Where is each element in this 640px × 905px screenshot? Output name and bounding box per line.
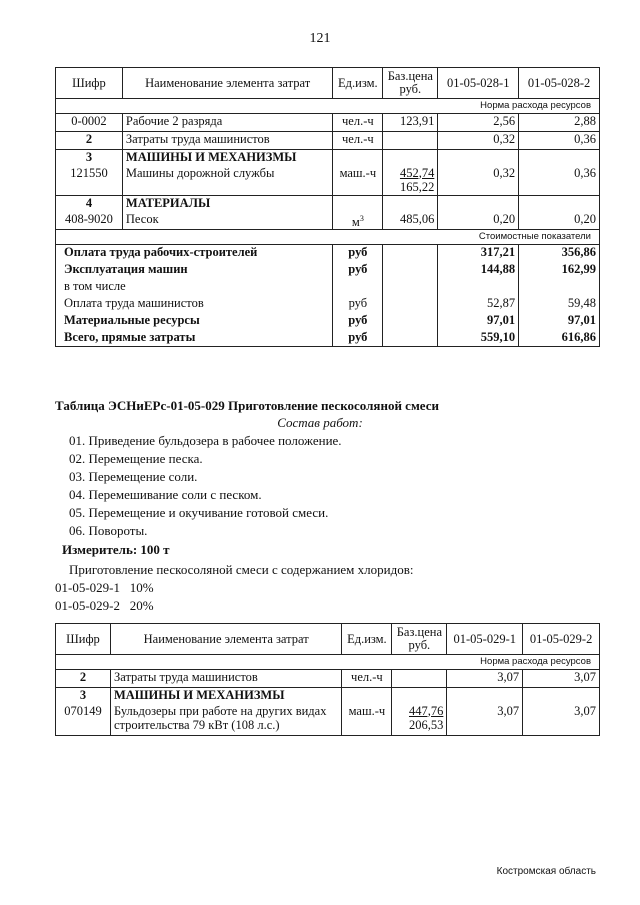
cost-value-a: 52,87 (438, 296, 519, 313)
row-value-a: 2,56 (438, 114, 519, 132)
base-price: 447,76 (408, 703, 444, 718)
col-name-header: Наименование элемента затрат (122, 68, 332, 99)
row-code: 121550 (56, 166, 123, 196)
cost-unit: руб (333, 262, 383, 279)
cost-row (56, 313, 600, 330)
cost-label: Стоимостные показатели (56, 230, 600, 245)
cost-name: Материальные ресурсы (56, 313, 333, 330)
cost-row (56, 279, 600, 296)
cost-name: Эксплуатация машин (56, 262, 333, 279)
cost-name: Всего, прямые затраты (56, 330, 333, 347)
cost-value-b: 162,99 (519, 262, 600, 279)
list-item: 04. Перемешивание соли с песком. (69, 487, 262, 502)
wage-price: 206,53 (408, 717, 444, 732)
row-value-b: 0,36 (519, 132, 600, 150)
row-name: МАШИНЫ И МЕХАНИЗМЫ (122, 150, 332, 166)
col-price-header: Баз.цена руб. (383, 68, 438, 99)
row-code: 4 (56, 196, 123, 212)
wage-price: 165,22 (399, 179, 435, 194)
row-code: 3 (56, 688, 111, 704)
row-value-b: 3,07 (523, 670, 600, 688)
norm-label: Норма расхода ресурсов (56, 655, 600, 670)
row-value-a: 0,32 (438, 132, 519, 150)
col-b-header: 01-05-029-2 (523, 624, 600, 655)
row-value-a: 3,07 (447, 670, 523, 688)
row-value-a: 3,07 (447, 704, 523, 736)
base-price: 452,74 (399, 165, 435, 180)
row-unit: маш.-ч (333, 166, 383, 196)
col-unit-header: Ед.изм. (333, 68, 383, 99)
row-name: Затраты труда машинистов (110, 670, 341, 688)
row-code: 070149 (56, 704, 111, 736)
row-name: Песок (122, 212, 332, 230)
row-unit: чел.-ч (333, 114, 383, 132)
row-value-b: 0,20 (519, 212, 600, 230)
cost-row (56, 245, 600, 262)
cost-name: Оплата труда рабочих-строителей (56, 245, 333, 262)
table-row (56, 688, 600, 704)
row-code: 2 (56, 132, 123, 150)
unit-superscript: 3 (359, 213, 364, 223)
col-code-header: Шифр (56, 624, 111, 655)
col-price-header: Баз.цена руб. (392, 624, 447, 655)
table-row (56, 150, 600, 166)
col-a-header: 01-05-029-1 (447, 624, 523, 655)
cost-unit: руб (333, 245, 383, 262)
list-item: 01. Приведение бульдозера в рабочее положение. (69, 433, 342, 448)
section-title: Таблица ЭСНиЕРс-01-05-029 Приготовление пескосоляной смеси (55, 398, 439, 413)
row-unit: чел.-ч (342, 670, 392, 688)
row-name: Бульдозеры при работе на других видах строительства 79 кВт (108 л.с.) (110, 704, 341, 736)
cost-row (56, 296, 600, 313)
row-value-b: 0,36 (519, 166, 600, 196)
norm-label: Норма расхода ресурсов (56, 99, 600, 114)
row-name: Машины дорожной службы (122, 166, 332, 196)
col-a-header: 01-05-028-1 (438, 68, 519, 99)
table-row (56, 132, 600, 150)
cost-unit: руб (333, 313, 383, 330)
row-name: МАТЕРИАЛЫ (122, 196, 332, 212)
table-row (56, 114, 600, 132)
table-header (56, 624, 600, 655)
footer-region: Костромская область (496, 866, 596, 877)
cost-name: в том числе (56, 279, 333, 296)
row-name: Затраты труда машинистов (122, 132, 332, 150)
row-code: 2 (56, 670, 111, 688)
col-b-header: 01-05-028-2 (519, 68, 600, 99)
variant-2: 01-05-029-2 20% (55, 598, 154, 613)
cost-value-b: 97,01 (519, 313, 600, 330)
row-unit: м (351, 214, 360, 229)
row-value-b: 3,07 (523, 704, 600, 736)
row-code: 3 (56, 150, 123, 166)
cost-unit: руб (333, 330, 383, 347)
row-code: 408-9020 (56, 212, 123, 230)
cost-value-b: 59,48 (519, 296, 600, 313)
cost-value-a: 317,21 (438, 245, 519, 262)
row-name: Рабочие 2 разряда (122, 114, 332, 132)
resource-table-028 (55, 67, 600, 347)
row-price: 485,06 (383, 212, 438, 230)
cost-value-b: 616,86 (519, 330, 600, 347)
resource-table-029 (55, 623, 600, 736)
table-row (56, 166, 600, 196)
table-row (56, 670, 600, 688)
col-code-header: Шифр (56, 68, 123, 99)
cost-row (56, 330, 600, 347)
mix-description: Приготовление пескосоляной смеси с содержанием хлоридов: (69, 562, 414, 577)
cost-name: Оплата труда машинистов (56, 296, 333, 313)
cost-value-b: 356,86 (519, 245, 600, 262)
variant-1: 01-05-029-1 10% (55, 580, 154, 595)
row-value-a: 0,32 (438, 166, 519, 196)
row-code: 0-0002 (56, 114, 123, 132)
table-header (56, 68, 600, 99)
row-unit: маш.-ч (342, 704, 392, 736)
table-row (56, 704, 600, 736)
cost-unit: руб (333, 296, 383, 313)
section-subtitle: Состав работ: (277, 415, 363, 430)
list-item: 03. Перемещение соли. (69, 469, 198, 484)
meter-label: Измеритель: 100 т (62, 542, 170, 557)
cost-row (56, 262, 600, 279)
col-name-header: Наименование элемента затрат (110, 624, 341, 655)
row-value-b: 2,88 (519, 114, 600, 132)
row-unit: чел.-ч (333, 132, 383, 150)
cost-value-a: 97,01 (438, 313, 519, 330)
cost-value-a: 144,88 (438, 262, 519, 279)
page-number: 121 (309, 31, 331, 46)
list-item: 06. Повороты. (69, 523, 148, 538)
work-steps-list (69, 432, 342, 540)
cost-value-a: 559,10 (438, 330, 519, 347)
table-row (56, 196, 600, 212)
row-value-a: 0,20 (438, 212, 519, 230)
table-row (56, 212, 600, 230)
row-name: МАШИНЫ И МЕХАНИЗМЫ (110, 688, 341, 704)
row-price: 123,91 (383, 114, 438, 132)
list-item: 02. Перемещение песка. (69, 451, 203, 466)
list-item: 05. Перемещение и окучивание готовой смеси. (69, 505, 329, 520)
col-unit-header: Ед.изм. (342, 624, 392, 655)
